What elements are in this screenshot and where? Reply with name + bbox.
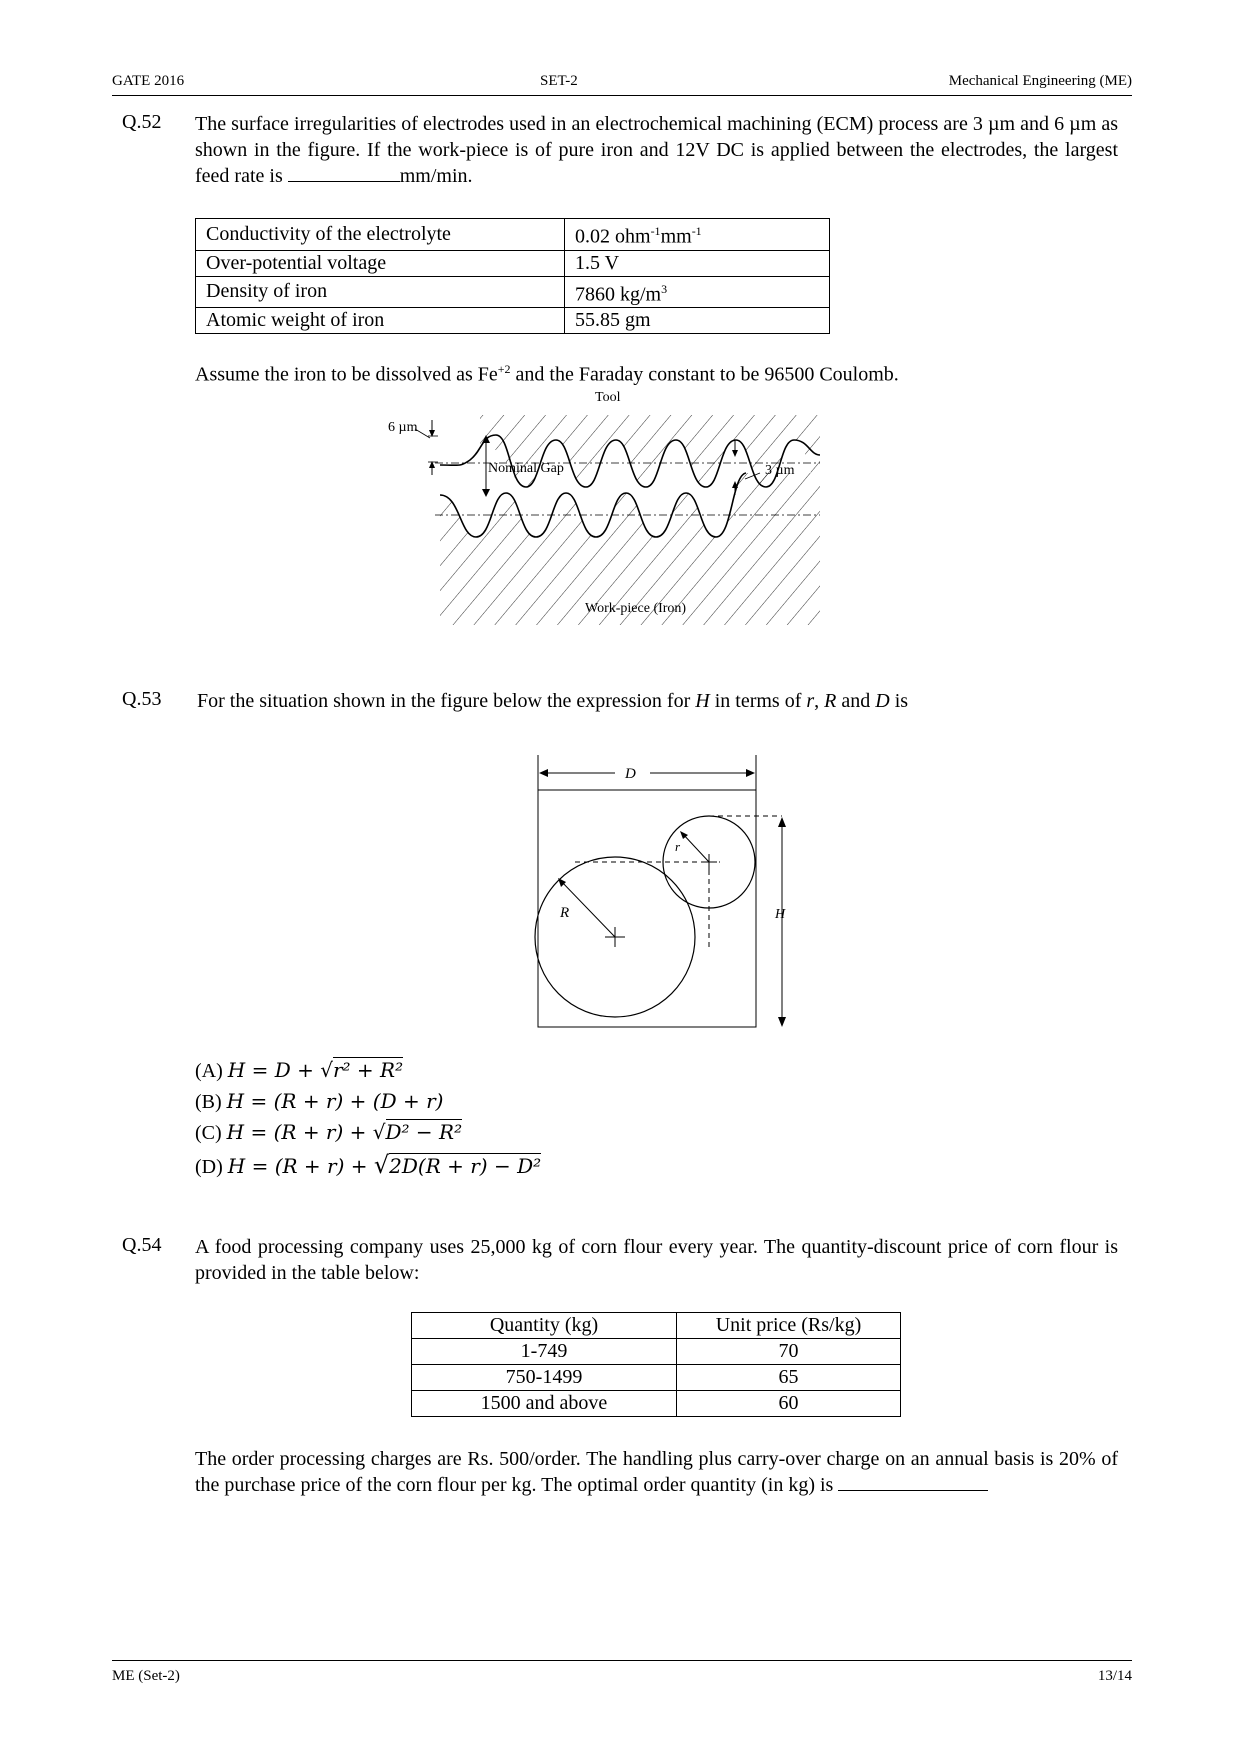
r-radius xyxy=(682,833,709,862)
table-cell: Density of iron xyxy=(196,276,565,308)
fig-label-r: r xyxy=(675,839,681,854)
table-cell: 60 xyxy=(677,1391,901,1417)
table-cell: Conductivity of the electrolyte xyxy=(196,219,565,251)
table-cell: 750-1499 xyxy=(412,1365,677,1391)
table-cell: Over-potential voltage xyxy=(196,250,565,276)
ecm-figure xyxy=(388,390,880,625)
fig-label-H: H xyxy=(775,907,786,922)
q52-unit: mm/min. xyxy=(399,165,473,187)
q52-question: The surface irregularities of electrodes used in an electrochemical machining (ECM) process are 3 µm and 6 µm as shown in the figure. If the work-piece is of pure iron and 12V DC is applied between the electrodes, the largest feed rate is xyxy=(195,113,1118,187)
q52-answer-blank xyxy=(288,181,400,182)
table-row xyxy=(196,219,830,251)
table-row xyxy=(196,276,830,308)
header-right: Mechanical Engineering (ME) xyxy=(948,73,1132,89)
table-cell: 0.02 $ohm^{-1}mm^{-1}$ xyxy=(565,219,830,251)
table-cell: 1-749 xyxy=(412,1339,677,1365)
circles-figure xyxy=(520,745,830,1035)
fig-label-gap: Nominal Gap xyxy=(488,461,564,476)
table-cell: 55.85 gm xyxy=(565,308,830,334)
q54-text: A food processing company uses 25,000 kg of corn flour every year. The quantity-discount price of corn flour is provided in the table below: xyxy=(195,1236,1118,1284)
q52-assumption: Assume the iron to be dissolved as $Fe^{+2}$ and the Faraday constant to be 96500 Coulomb. xyxy=(195,362,899,386)
table-row xyxy=(412,1365,901,1391)
q52-text xyxy=(195,111,1118,189)
q54-price-table xyxy=(411,1312,901,1417)
table-header: Unit price (Rs/kg) xyxy=(677,1313,901,1339)
table-header: Quantity (kg) xyxy=(412,1313,677,1339)
table-cell: Atomic weight of iron xyxy=(196,308,565,334)
table-row xyxy=(412,1391,901,1417)
footer-left: ME (Set-2) xyxy=(112,1668,180,1684)
q53-option-b[interactable]: (B) H = (R + r) + (D + r) xyxy=(195,1089,444,1113)
header-rule xyxy=(112,95,1132,96)
q53-option-c[interactable]: (C) H = (R + r) + √D² − R² xyxy=(195,1120,463,1144)
q54-answer-blank xyxy=(838,1490,988,1491)
q52-data-table xyxy=(195,218,830,334)
table-row xyxy=(196,250,830,276)
fig-label-tool: Tool xyxy=(595,390,621,405)
table-cell: 7860 $kg/m^3$ xyxy=(565,276,830,308)
table-row xyxy=(412,1339,901,1365)
fig-label-three: 3 µm xyxy=(765,463,795,478)
table-cell: 1.5 V xyxy=(565,250,830,276)
table-cell: 70 xyxy=(677,1339,901,1365)
header-left: GATE 2016 xyxy=(112,73,185,89)
q53-option-d[interactable]: (D) H = (R + r) + √2D(R + r) − D² xyxy=(195,1151,542,1179)
header-center: SET-2 xyxy=(540,73,578,89)
table-row xyxy=(196,308,830,334)
table-cell: 1500 and above xyxy=(412,1391,677,1417)
q53-option-a[interactable]: (A) H = D + √r² + R² xyxy=(195,1058,404,1082)
fig-label-D: D xyxy=(625,766,636,782)
q53-number: Q.53 xyxy=(122,688,162,710)
q53-text: For the situation shown in the figure below the expression for H in terms of r, R and D is xyxy=(197,690,909,712)
table-cell: 65 xyxy=(677,1365,901,1391)
footer-right: 13/14 xyxy=(1097,1668,1132,1684)
fig-label-work: Work-piece (Iron) xyxy=(585,601,687,616)
table-row xyxy=(412,1313,901,1339)
fig-label-R: R xyxy=(560,905,570,921)
q52-number: Q.52 xyxy=(122,111,162,133)
q54-text2: The order processing charges are Rs. 500/order. The handling plus carry-over charge on an annual basis is 20% of the purchase price of the corn flour per kg. The optimal order quantity (in kg) is xyxy=(195,1448,1118,1496)
footer-rule xyxy=(112,1660,1132,1661)
fig-label-six: 6 µm xyxy=(388,420,418,435)
box xyxy=(538,790,756,1027)
q54-number: Q.54 xyxy=(122,1234,162,1256)
